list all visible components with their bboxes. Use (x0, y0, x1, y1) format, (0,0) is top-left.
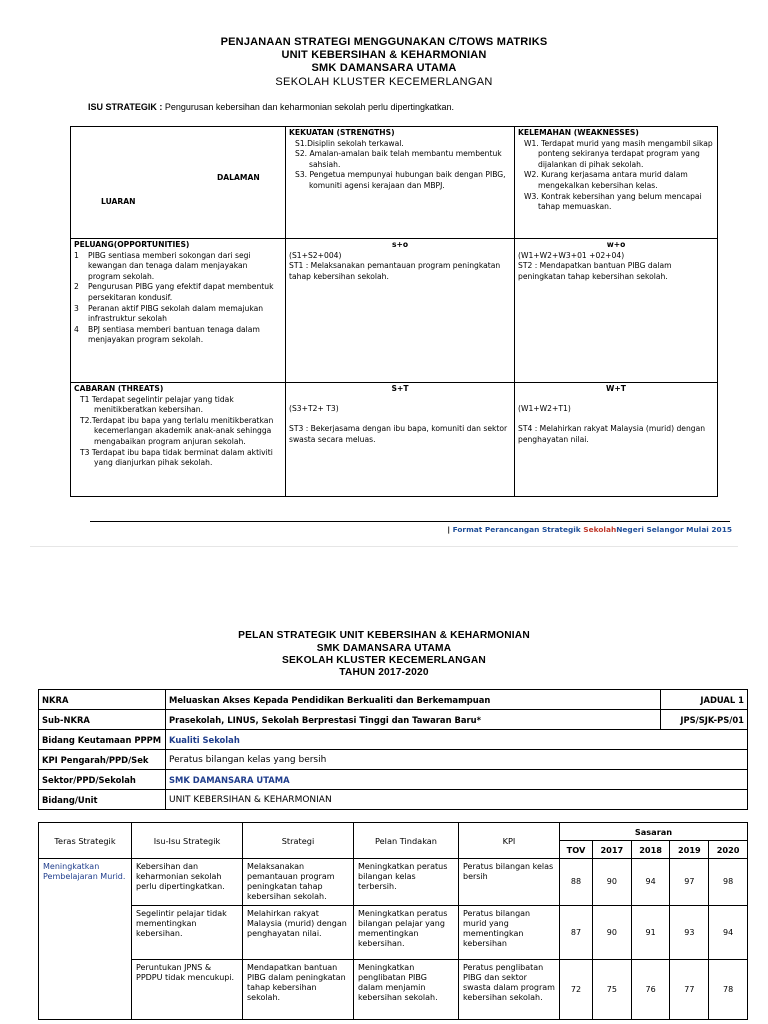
plan-table (38, 822, 748, 1020)
kpi-key: KPI Pengarah/PPD/Sek (39, 750, 166, 770)
isu-cell: Kebersihan dan keharmonian sekolah perlu dipertingkatkan. (132, 859, 243, 906)
weakness-item: W2. Kurang kerjasama antara murid dalam mengekalkan kebersihan kelas. (524, 170, 688, 190)
bidang-key: Bidang Keutamaan PPPM (39, 730, 166, 750)
footer-text: | Format Perancangan Strategik SekolahNegeri Selangor Mulai 2015 (447, 525, 732, 534)
pelan-cell: Meningkatkan peratus bilangan kelas terbersih. (354, 859, 459, 906)
col-year: 2020 (709, 841, 748, 859)
wt-title: W+T (606, 384, 626, 393)
target-cell: 97 (670, 859, 709, 906)
col-year: 2019 (670, 841, 709, 859)
threats-cell (71, 383, 286, 497)
target-cell: 77 (670, 960, 709, 1020)
kpi-cell: Peratus bilangan kelas bersih (459, 859, 560, 906)
target-cell: 78 (709, 960, 748, 1020)
tows-matrix (70, 126, 718, 497)
target-cell: 91 (631, 906, 670, 960)
target-cell: 98 (709, 859, 748, 906)
col-teras: Teras Strategik (39, 823, 132, 859)
table-row (39, 960, 748, 1020)
footer-rule (90, 521, 730, 522)
strategi-cell: Mendapatkan bantuan PIBG dalam peningkatan tahap kebersihan sekolah. (243, 960, 354, 1020)
col-isu: Isu-Isu Strategik (132, 823, 243, 859)
unit-value: UNIT KEBERSIHAN & KEHARMONIAN (166, 790, 748, 810)
threats-title: CABARAN (THREATS) (74, 384, 164, 393)
dalaman-label: DALAMAN (217, 173, 260, 182)
unit-key: Bidang/Unit (39, 790, 166, 810)
jadual-code: JPS/SJK-PS/01 (661, 710, 748, 730)
target-cell: 75 (592, 960, 631, 1020)
info-table (38, 689, 748, 810)
plan-title-line2: SMK DAMANSARA UTAMA (316, 643, 452, 654)
threat-item: T3 Terdapat ibu bapa tidak berminat dalam aktiviti yang dianjurkan pihak sekolah. (80, 447, 273, 468)
target-cell: 93 (670, 906, 709, 960)
target-cell: 90 (592, 859, 631, 906)
pelan-cell: Meningkatkan penglibatan PIBG dalam menjamin kebersihan sekolah. (354, 960, 459, 1020)
bidang-value: Kualiti Sekolah (166, 730, 748, 750)
col-kpi: KPI (459, 823, 560, 859)
sektor-value: SMK DAMANSARA UTAMA (166, 770, 748, 790)
wt-formula: (W1+W2+T1) (518, 403, 571, 413)
opportunities-cell (71, 239, 286, 383)
plan-title-line4: TAHUN 2017-2020 (339, 667, 429, 678)
isu-cell: Peruntukan JPNS & PPDPU tidak mencukupi. (132, 960, 243, 1020)
opportunity-item: 4 BPJ sentiasa memberi bantuan tenaga dalam menjayakan program sekolah. (74, 324, 260, 345)
kpi-cell: Peratus penglibatan PIBG dan sektor swasta dalam program kebersihan sekolah. (459, 960, 560, 1020)
subnkra-key: Sub-NKRA (39, 710, 166, 730)
doc-title-line3: SMK DAMANSARA UTAMA (311, 62, 457, 74)
col-pelan: Pelan Tindakan (354, 823, 459, 859)
col-year: 2017 (592, 841, 631, 859)
weakness-item: W1. Terdapat murid yang masih mengambil sikap ponteng sekiranya terdapat program yang dijalankan di pihak sekolah. (524, 138, 713, 169)
st-title: S+T (391, 384, 409, 393)
st-cell (286, 383, 515, 497)
nkra-key: NKRA (39, 690, 166, 710)
luaran-label: LUARAN (101, 197, 136, 206)
target-cell: 94 (709, 906, 748, 960)
so-text: ST1 : Melaksanakan pemantauan program peningkatan tahap kebersihan sekolah. (289, 261, 501, 281)
doc-title-line4: SEKOLAH KLUSTER KECEMERLANGAN (275, 76, 493, 88)
st-text: ST3 : Bekerjasama dengan ibu bapa, komuniti dan sektor swasta secara meluas. (289, 424, 508, 444)
strengths-title: KEKUATAN (STRENGTHS) (289, 128, 395, 137)
plan-title-line3: SEKOLAH KLUSTER KECEMERLANGAN (282, 655, 486, 666)
doc-title-line1: PENJANAAN STRATEGI MENGGUNAKAN C/TOWS MATRIKS (220, 36, 548, 48)
sektor-key: Sektor/PPD/Sekolah (39, 770, 166, 790)
threat-item: T2.Terdapat ibu bapa yang terlalu menitikberatkan kecemerlangan akademik anak-anak sehingga mengabaikan program anjuran sekolah. (80, 415, 274, 446)
jadual-label: JADUAL 1 (661, 690, 748, 710)
doc-title-line2: UNIT KEBERSIHAN & KEHARMONIAN (281, 49, 487, 61)
strength-item: S3. Pengetua mempunyai hubungan baik dengan PIBG, komuniti agensi kerajaan dan MBPJ. (295, 170, 506, 190)
teras-cell: Meningkatkan Pembelajaran Murid. (39, 859, 132, 1020)
so-title: s+o (391, 240, 409, 249)
kpi-cell: Peratus bilangan murid yang mementingkan kebersihan (459, 906, 560, 960)
target-cell: 72 (560, 960, 593, 1020)
target-cell: 88 (560, 859, 593, 906)
weaknesses-title: KELEMAHAN (WEAKNESSES) (518, 128, 639, 137)
pelan-cell: Meningkatkan peratus bilangan pelajar yang mementingkan kebersihan. (354, 906, 459, 960)
wo-title: w+o (606, 240, 626, 249)
strategi-cell: Melahirkan rakyat Malaysia (murid) dengan penghayatan nilai. (243, 906, 354, 960)
wo-formula: (W1+W2+W3+01 +02+04) (518, 250, 625, 260)
isu-text: Pengurusan kebersihan dan keharmonian sekolah perlu dipertingkatkan. (164, 102, 455, 112)
isu-cell: Segelintir pelajar tidak mementingkan kebersihan. (132, 906, 243, 960)
opportunities-title: PELUANG(OPPORTUNITIES) (74, 240, 190, 249)
target-cell: 94 (631, 859, 670, 906)
target-cell: 76 (631, 960, 670, 1020)
table-row (39, 906, 748, 960)
nkra-value: Meluaskan Akses Kepada Pendidikan Berkualiti dan Berkemampuan (166, 690, 661, 710)
opportunity-item: 2 Pengurusan PIBG yang efektif dapat membentuk persekitaran kondusif. (74, 282, 274, 302)
kpi-value: Peratus bilangan kelas yang bersih (166, 750, 748, 770)
wt-cell (515, 383, 718, 497)
threat-item: T1 Terdapat segelintir pelajar yang tidak menitikberatkan kebersihan. (80, 394, 234, 415)
table-row (39, 859, 748, 906)
so-cell (286, 239, 515, 383)
weaknesses-cell (515, 127, 718, 239)
isu-strategik (88, 102, 454, 112)
isu-label: ISU STRATEGIK : (88, 102, 163, 112)
tows-corner (71, 127, 286, 239)
page-divider (30, 546, 738, 547)
strategi-cell: Melaksanakan pemantauan program peningkatan tahap kebersihan sekolah. (243, 859, 354, 906)
wo-cell (515, 239, 718, 383)
wt-text: ST4 : Melahirkan rakyat Malaysia (murid) dengan penghayatan nilai. (518, 424, 706, 444)
opportunity-item: 3 Peranan aktif PIBG sekolah dalam memajukan infrastruktur sekolah (74, 303, 264, 324)
strength-item: S2. Amalan-amalan baik telah membantu membentuk sahsiah. (295, 149, 502, 169)
strengths-cell (286, 127, 515, 239)
weakness-item: W3. Kontrak kebersihan yang belum mencapai tahap memuaskan. (524, 191, 702, 212)
subnkra-value: Prasekolah, LINUS, Sekolah Berprestasi Tinggi dan Tawaran Baru* (166, 710, 661, 730)
col-year: 2018 (631, 841, 670, 859)
st-formula: (S3+T2+ T3) (289, 403, 339, 413)
so-formula: (S1+S2+004) (289, 250, 342, 260)
wo-text: ST2 : Mendapatkan bantuan PIBG dalam peningkatan tahap kebersihan sekolah. (518, 261, 672, 281)
plan-title-line1: PELAN STRATEGIK UNIT KEBERSIHAN & KEHARMONIAN (238, 630, 530, 641)
col-year: TOV (560, 841, 593, 859)
opportunity-item: 1 PIBG sentiasa memberi sokongan dari segi kewangan dan tenaga dalam menjayakan program sekolah. (74, 250, 251, 281)
strength-item: S1.Disiplin sekolah terkawal. (295, 138, 404, 148)
target-cell: 90 (592, 906, 631, 960)
col-sasaran: Sasaran (560, 823, 748, 841)
target-cell: 87 (560, 906, 593, 960)
col-strategi: Strategi (243, 823, 354, 859)
